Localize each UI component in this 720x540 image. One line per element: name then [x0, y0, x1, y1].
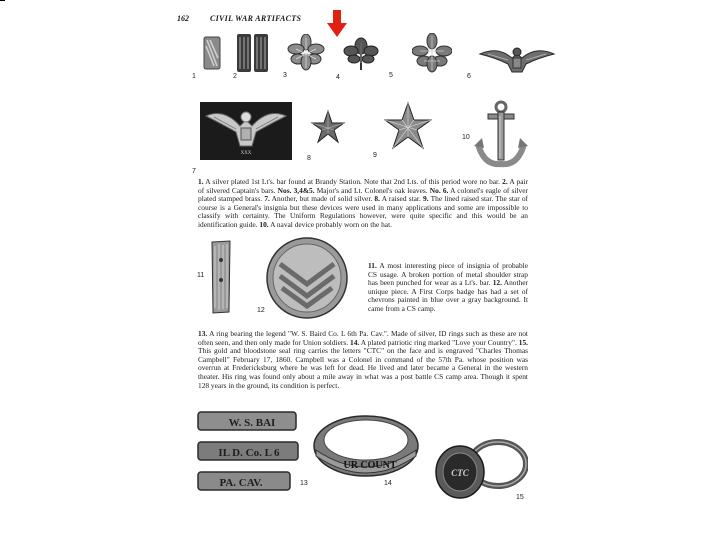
figure-13-id-ring: [197, 408, 299, 496]
figure-3-oak-leaf: [286, 34, 326, 72]
caption-3-5-number: Nos. 3,4&5.: [277, 185, 315, 195]
top-edge-mark: [0, 0, 5, 1]
page-number: 162: [177, 14, 189, 23]
caption-15-number: 15.: [518, 337, 528, 347]
figure-number-2: 2: [233, 73, 237, 80]
red-down-arrow-icon: [326, 10, 348, 38]
figure-4-oak-leaf: [343, 37, 379, 71]
figure-14-patriotic-ring: [310, 410, 422, 482]
figure-number-13: 13: [300, 480, 308, 487]
figure-number-7: 7: [192, 168, 196, 175]
figure-11-shoulder-strap: [210, 240, 232, 314]
figure-2-captain-bars: [236, 33, 270, 73]
caption-12-text: Another unique piece. A First Corps badge has had a set of chevrons painted in blue over a gray background. It came from a CS camp.: [368, 278, 528, 313]
figure-9-lined-star: [384, 102, 432, 150]
caption-block-3: [198, 330, 528, 390]
caption-10-number: 10.: [259, 219, 269, 229]
caption-7-text: Another, but made of solid silver.: [269, 194, 375, 204]
figure-number-6: 6: [467, 73, 471, 80]
ring15-seal-text: CTC: [451, 468, 469, 478]
caption-8-text: A raised star.: [379, 194, 424, 204]
caption-11-text: A most interesting piece of insignia of probable CS usage. A broken portion of metal shoulder strap has been punched for wear as a Lt's. bar.: [368, 261, 528, 288]
figure-number-4: 4: [336, 74, 340, 81]
caption-3-5-text: Major's and Lt. Colonel's oak leaves.: [314, 185, 430, 195]
eagle-motto: XXX: [240, 151, 252, 156]
figure-number-14: 14: [384, 480, 392, 487]
figure-8-raised-star: [311, 110, 345, 144]
caption-6-text: A colonel's eagle of silver plated stamped brass.: [198, 185, 528, 204]
page-title: CIVIL WAR ARTIFACTS: [210, 14, 302, 23]
figure-number-10: 10: [462, 134, 470, 141]
caption-10-text: A naval device probably worn on the hat.: [268, 219, 392, 229]
ring13-band-1-text: W. S. BAI: [228, 417, 276, 429]
figure-15-seal-ring: [432, 432, 528, 506]
figure-6-colonel-eagle: [478, 44, 556, 76]
caption-13-number: 13.: [198, 329, 208, 338]
ring13-band-2-text: IL D. Co. L 6: [218, 447, 280, 459]
caption-7-number: 7.: [264, 194, 270, 204]
caption-6-number: No. 6.: [429, 185, 449, 195]
figure-7-eagle-plate: [200, 102, 292, 160]
figure-number-12: 12: [257, 307, 265, 314]
figure-5-oak-leaf: [412, 33, 452, 73]
caption-9-number: 9.: [423, 194, 429, 204]
caption-12-number: 12.: [492, 278, 502, 288]
caption-2-number: 2.: [502, 177, 508, 186]
ring13-band-3-text: PA. CAV.: [219, 477, 263, 489]
figure-number-5: 5: [389, 72, 393, 79]
caption-2-text: A pair of silvered Captain's bars.: [198, 177, 528, 195]
figure-1-lieutenant-bar: [203, 36, 221, 70]
figure-number-9: 9: [373, 152, 377, 159]
figure-number-3: 3: [283, 72, 287, 79]
ring14-band-text: UR COUNT: [343, 460, 397, 471]
caption-1-text: A silver plated 1st Lt's. bar found at Brandy Station. Note that 2nd Lts. of this period wore no bar.: [203, 177, 503, 186]
caption-13-text: A ring bearing the legend "W. S. Baird Co. L 6th Pa. Cav.". Made of silver, ID rings such as these are not often seen, and then only made for Union soldiers.: [198, 329, 528, 347]
caption-block-1: [198, 178, 528, 230]
caption-block-2: [368, 262, 528, 314]
figure-10-naval-anchor: [474, 100, 528, 170]
eagle-icon: [200, 102, 292, 160]
figure-number-15: 15: [516, 494, 524, 501]
caption-8-number: 8.: [374, 194, 380, 204]
figure-number-8: 8: [307, 155, 311, 162]
caption-1-number: 1.: [198, 177, 204, 186]
caption-14-text: A plated patriotic ring marked "Love your Country".: [359, 337, 519, 347]
caption-15-text: This gold and bloodstone seal ring carries the letters "CTC" on the face and is engraved "Charles Thomas Campbell" February 17, 1860. Campbell was a Colonel in command of the 57th Pa. whose position was overrun at Fredericksburg where he was left for dead. He lived and later became a General in the western theater. His ring was found only about a mile away in what was a post battle CS camp area. Though it spent 128 years in the ground, its condition is perfect.: [198, 346, 528, 390]
figure-number-1: 1: [192, 73, 196, 80]
caption-11-number: 11.: [368, 261, 377, 270]
figure-12-corps-badge: [264, 236, 350, 320]
figure-number-11: 11: [197, 272, 205, 279]
caption-14-number: 14.: [350, 337, 360, 347]
caption-9-text: The lined raised star. The star of course is a General's insignia but these devices were used in many applications and some are impossible to classify with certainty. The Uniform Regulations however, were quite specific and this would be an identification guide.: [198, 194, 529, 229]
